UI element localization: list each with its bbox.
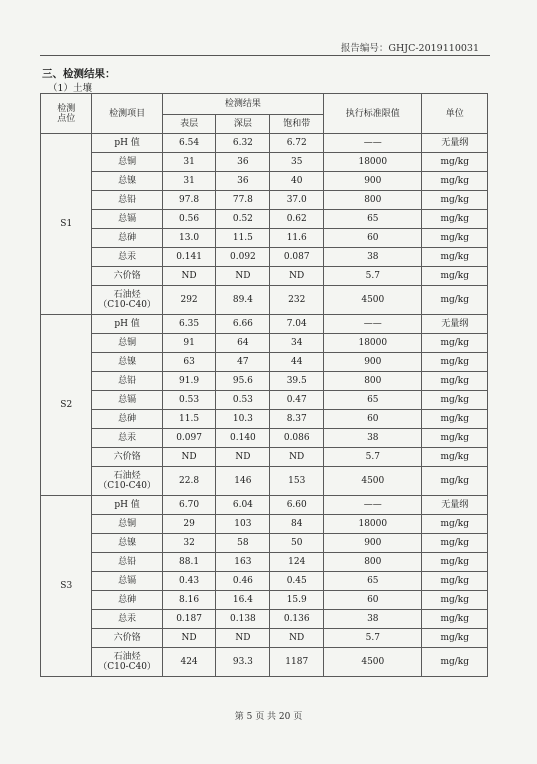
standard-cell: 5.7: [324, 448, 422, 467]
deep-cell: 10.3: [216, 410, 270, 429]
deep-cell: 77.8: [216, 191, 270, 210]
deep-cell: 163: [216, 553, 270, 572]
header-standard: 执行标准限值: [324, 94, 422, 134]
surface-cell: 6.70: [162, 496, 216, 515]
deep-cell: 47: [216, 353, 270, 372]
standard-cell: 800: [324, 372, 422, 391]
standard-cell: 65: [324, 210, 422, 229]
table-row: [41, 610, 488, 629]
item-cell: 总汞: [92, 610, 162, 629]
saturated-cell: 0.62: [270, 210, 324, 229]
table-row: [41, 372, 488, 391]
item-cell: pH 值: [92, 315, 162, 334]
surface-cell: ND: [162, 629, 216, 648]
surface-cell: 6.35: [162, 315, 216, 334]
unit-cell: mg/kg: [422, 372, 488, 391]
standard-cell: 800: [324, 553, 422, 572]
deep-cell: 103: [216, 515, 270, 534]
surface-cell: 11.5: [162, 410, 216, 429]
surface-cell: 88.1: [162, 553, 216, 572]
section-title: 三、检测结果：: [42, 68, 116, 80]
deep-cell: 36: [216, 153, 270, 172]
deep-cell: 95.6: [216, 372, 270, 391]
standard-cell: ——: [324, 134, 422, 153]
results-table: [40, 93, 488, 677]
page-footer: 第 5 页 共 20 页: [234, 712, 303, 722]
sub-title: （1）土壤: [48, 83, 93, 94]
deep-cell: 0.53: [216, 391, 270, 410]
unit-cell: mg/kg: [422, 629, 488, 648]
item-cell: pH 值: [92, 134, 162, 153]
surface-cell: 6.54: [162, 134, 216, 153]
header-saturated: 饱和带: [270, 115, 324, 134]
item-cell: 总砷: [92, 410, 162, 429]
deep-cell: 0.52: [216, 210, 270, 229]
standard-cell: ——: [324, 315, 422, 334]
table-row: [41, 391, 488, 410]
item-cell: 总铅: [92, 372, 162, 391]
surface-cell: 91: [162, 334, 216, 353]
deep-cell: 36: [216, 172, 270, 191]
surface-cell: 91.9: [162, 372, 216, 391]
standard-cell: ——: [324, 496, 422, 515]
unit-cell: mg/kg: [422, 448, 488, 467]
standard-cell: 4500: [324, 648, 422, 677]
saturated-cell: 232: [270, 286, 324, 315]
table-row: [41, 315, 488, 334]
deep-cell: 89.4: [216, 286, 270, 315]
item-cell: 总铜: [92, 334, 162, 353]
surface-cell: 31: [162, 153, 216, 172]
surface-cell: 22.8: [162, 467, 216, 496]
item-cell: 总铅: [92, 191, 162, 210]
saturated-cell: 8.37: [270, 410, 324, 429]
saturated-cell: 0.45: [270, 572, 324, 591]
table-row: [41, 210, 488, 229]
unit-cell: mg/kg: [422, 534, 488, 553]
surface-cell: 8.16: [162, 591, 216, 610]
table-row: [41, 286, 488, 315]
header-site-label: 检测 点位: [57, 103, 76, 124]
item-cell: 总汞: [92, 429, 162, 448]
table-row: [41, 467, 488, 496]
item-cell: 六价铬: [92, 448, 162, 467]
surface-cell: 29: [162, 515, 216, 534]
item-cell: 总镉: [92, 210, 162, 229]
item-cell: 总镍: [92, 353, 162, 372]
saturated-cell: ND: [270, 448, 324, 467]
unit-cell: mg/kg: [422, 334, 488, 353]
standard-cell: 60: [324, 591, 422, 610]
standard-cell: 5.7: [324, 267, 422, 286]
saturated-cell: 84: [270, 515, 324, 534]
standard-cell: 18000: [324, 153, 422, 172]
deep-cell: 64: [216, 334, 270, 353]
table-row: [41, 534, 488, 553]
surface-cell: 13.0: [162, 229, 216, 248]
surface-cell: 0.187: [162, 610, 216, 629]
unit-cell: 无量纲: [422, 315, 488, 334]
surface-cell: 0.53: [162, 391, 216, 410]
deep-cell: 6.66: [216, 315, 270, 334]
standard-cell: 38: [324, 429, 422, 448]
standard-cell: 38: [324, 610, 422, 629]
saturated-cell: 0.136: [270, 610, 324, 629]
unit-cell: 无量纲: [422, 496, 488, 515]
item-cell: 总铜: [92, 515, 162, 534]
deep-cell: 11.5: [216, 229, 270, 248]
unit-cell: mg/kg: [422, 391, 488, 410]
standard-cell: 60: [324, 410, 422, 429]
deep-cell: 93.3: [216, 648, 270, 677]
standard-cell: 5.7: [324, 629, 422, 648]
standard-cell: 900: [324, 353, 422, 372]
saturated-cell: ND: [270, 629, 324, 648]
saturated-cell: 6.60: [270, 496, 324, 515]
surface-cell: 0.141: [162, 248, 216, 267]
item-cell: 六价铬: [92, 629, 162, 648]
saturated-cell: 37.0: [270, 191, 324, 210]
surface-cell: 0.56: [162, 210, 216, 229]
table-row: [41, 248, 488, 267]
deep-cell: 0.138: [216, 610, 270, 629]
standard-cell: 65: [324, 391, 422, 410]
standard-cell: 900: [324, 534, 422, 553]
unit-cell: mg/kg: [422, 153, 488, 172]
saturated-cell: 50: [270, 534, 324, 553]
header-rule: [40, 55, 490, 56]
surface-cell: 292: [162, 286, 216, 315]
header-unit: 单位: [422, 94, 488, 134]
saturated-cell: 44: [270, 353, 324, 372]
saturated-cell: 34: [270, 334, 324, 353]
unit-cell: mg/kg: [422, 572, 488, 591]
item-cell: 六价铬: [92, 267, 162, 286]
table-row: [41, 153, 488, 172]
standard-cell: 18000: [324, 515, 422, 534]
surface-cell: 31: [162, 172, 216, 191]
table-row: [41, 448, 488, 467]
item-cell: 总汞: [92, 248, 162, 267]
standard-cell: 4500: [324, 467, 422, 496]
saturated-cell: 124: [270, 553, 324, 572]
header-item: 检测项目: [92, 94, 162, 134]
item-cell: 总镍: [92, 534, 162, 553]
header-results: 检测结果: [162, 94, 323, 115]
surface-cell: ND: [162, 267, 216, 286]
surface-cell: 0.097: [162, 429, 216, 448]
saturated-cell: 6.72: [270, 134, 324, 153]
item-cell: 总砷: [92, 591, 162, 610]
saturated-cell: 1187: [270, 648, 324, 677]
surface-cell: 0.43: [162, 572, 216, 591]
saturated-cell: ND: [270, 267, 324, 286]
table-row: [41, 591, 488, 610]
unit-cell: mg/kg: [422, 229, 488, 248]
item-cell: 总镉: [92, 391, 162, 410]
unit-cell: mg/kg: [422, 610, 488, 629]
deep-cell: ND: [216, 267, 270, 286]
item-cell: 总砷: [92, 229, 162, 248]
table-row: [41, 134, 488, 153]
table-row: [41, 515, 488, 534]
saturated-cell: 7.04: [270, 315, 324, 334]
surface-cell: 32: [162, 534, 216, 553]
table-row: [41, 572, 488, 591]
deep-cell: 0.46: [216, 572, 270, 591]
unit-cell: mg/kg: [422, 515, 488, 534]
unit-cell: 无量纲: [422, 134, 488, 153]
saturated-cell: 0.087: [270, 248, 324, 267]
standard-cell: 60: [324, 229, 422, 248]
table-row: [41, 353, 488, 372]
surface-cell: 424: [162, 648, 216, 677]
site-cell: S3: [41, 496, 92, 677]
saturated-cell: 40: [270, 172, 324, 191]
surface-cell: ND: [162, 448, 216, 467]
item-cell: 总铅: [92, 553, 162, 572]
site-cell: S1: [41, 134, 92, 315]
table-row: [41, 553, 488, 572]
deep-cell: ND: [216, 629, 270, 648]
deep-cell: ND: [216, 448, 270, 467]
unit-cell: mg/kg: [422, 591, 488, 610]
unit-cell: mg/kg: [422, 410, 488, 429]
deep-cell: 0.092: [216, 248, 270, 267]
unit-cell: mg/kg: [422, 648, 488, 677]
item-cell: 石油烃 （C10-C40）: [92, 648, 162, 677]
unit-cell: mg/kg: [422, 210, 488, 229]
saturated-cell: 0.086: [270, 429, 324, 448]
table-row: [41, 267, 488, 286]
saturated-cell: 153: [270, 467, 324, 496]
deep-cell: 6.04: [216, 496, 270, 515]
header-deep: 深层: [216, 115, 270, 134]
deep-cell: 146: [216, 467, 270, 496]
table-row: [41, 172, 488, 191]
item-cell: pH 值: [92, 496, 162, 515]
standard-cell: 38: [324, 248, 422, 267]
item-cell: 总镍: [92, 172, 162, 191]
surface-cell: 97.8: [162, 191, 216, 210]
standard-cell: 4500: [324, 286, 422, 315]
saturated-cell: 39.5: [270, 372, 324, 391]
deep-cell: 0.140: [216, 429, 270, 448]
standard-cell: 65: [324, 572, 422, 591]
saturated-cell: 35: [270, 153, 324, 172]
report-number: 报告编号：GHJC-2019110031: [340, 43, 479, 54]
standard-cell: 800: [324, 191, 422, 210]
unit-cell: mg/kg: [422, 267, 488, 286]
unit-cell: mg/kg: [422, 353, 488, 372]
deep-cell: 6.32: [216, 134, 270, 153]
item-cell: 石油烃 （C10-C40）: [92, 286, 162, 315]
item-cell: 总铜: [92, 153, 162, 172]
item-cell: 总镉: [92, 572, 162, 591]
saturated-cell: 11.6: [270, 229, 324, 248]
unit-cell: mg/kg: [422, 429, 488, 448]
standard-cell: 900: [324, 172, 422, 191]
table-row: [41, 191, 488, 210]
table-row: [41, 410, 488, 429]
table-row: [41, 648, 488, 677]
deep-cell: 16.4: [216, 591, 270, 610]
surface-cell: 63: [162, 353, 216, 372]
unit-cell: mg/kg: [422, 172, 488, 191]
table-row: [41, 429, 488, 448]
site-cell: S2: [41, 315, 92, 496]
deep-cell: 58: [216, 534, 270, 553]
standard-cell: 18000: [324, 334, 422, 353]
item-cell: 石油烃 （C10-C40）: [92, 467, 162, 496]
header-site: [41, 94, 92, 134]
unit-cell: mg/kg: [422, 467, 488, 496]
unit-cell: mg/kg: [422, 248, 488, 267]
saturated-cell: 0.47: [270, 391, 324, 410]
table-row: [41, 334, 488, 353]
table-row: [41, 496, 488, 515]
header-surface: 表层: [162, 115, 216, 134]
unit-cell: mg/kg: [422, 286, 488, 315]
table-row: [41, 229, 488, 248]
unit-cell: mg/kg: [422, 191, 488, 210]
unit-cell: mg/kg: [422, 553, 488, 572]
saturated-cell: 15.9: [270, 591, 324, 610]
table-row: [41, 629, 488, 648]
